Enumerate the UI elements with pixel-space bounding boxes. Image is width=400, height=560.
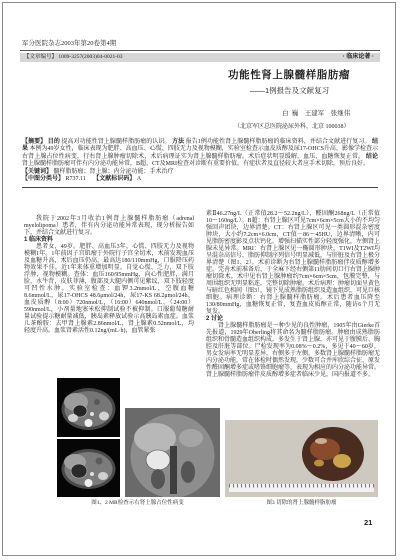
intro-paragraph: 我院于2002年3月收治1例肾上腺髓样脂肪瘤（adrenal myelolipoma）患者，伴有内分泌功能异常表现，现分析报告如下，并结合文献进行复习。 <box>24 216 194 236</box>
specimen-highlight <box>315 438 327 444</box>
keywords-text: 髓样脂肪瘤；肾上腺；内分泌功能；手术治疗 <box>53 168 174 175</box>
article-subtitle: ——1例报告及文献复习 <box>250 86 330 95</box>
ruler-ticks <box>229 484 374 492</box>
figure-caption-3: 图3 切除的肾上腺髓样脂肪瘤 <box>266 500 337 506</box>
specimen-fatty-area <box>333 454 351 468</box>
conclusion-text: 肾上腺髓样脂肪瘤可伴有内分泌功能异常，B超、CT及MRI检查对诊断有重要价值，有症状者及直径较大者应手术切除，预后良好。 <box>22 161 370 168</box>
objective-label: 目的 <box>47 139 60 145</box>
discussion-paragraph: 肾上腺髓样脂肪瘤是一种少见的良性肿瘤，1905年由Gierke首先报道，1929年Oberling将其命名为髓样脂肪瘤。肿瘤由成熟脂肪组织和骨髓造血组织构成，多发生于肾上腺，亦可见于腹膜后、胸腔及肝脏等部位。尸检发现率为0.08%～0.2%，多见于40～60岁，男女发病率无明显差异，右侧多于左侧。多数肾上腺髓样脂肪瘤无内分泌功能，常在体检时偶然发现，少数可合并库欣综合征、原发性醛固酮增多症或嗜铬细胞瘤等，表现为相应的内分泌功能异常。肾上腺髓样脂肪瘤伴皮质醇增多症者临床少见，国内报道不多。 <box>206 323 381 378</box>
header-rule <box>20 50 380 51</box>
objective-text: 提高对功能性肾上腺髓样脂肪瘤的认识。 <box>61 139 171 145</box>
document-code-label: 【文献标识码】 <box>93 176 136 183</box>
mr-coronal-image <box>125 408 220 497</box>
keywords-label: 【关键词】 <box>22 168 53 175</box>
article-number-bar <box>20 53 380 62</box>
article-title: 功能性肾上腺髓样脂肪瘤 <box>228 69 351 81</box>
spine <box>85 479 93 487</box>
body-column-left <box>24 216 194 335</box>
scan-image-2 <box>57 439 120 497</box>
results-text: 本例为49岁女性，临床表现为肥胖、高血压、心慌、四肢无力及视物模糊，实验室检查示血皮质醇及尿17-OHCS升高，影像学检查示右肾上腺占位性病变，行右肾上腺肿瘤切除术，术后病理证实为肾上腺髓样脂肪瘤，术后症状明显缓解，血压、血糖恢复正常。 <box>22 146 378 160</box>
page-number: 21 <box>364 518 373 527</box>
author-affiliation: （北京军区总医院泌尿外科，北京 100038） <box>234 124 350 130</box>
specimen-fatty-area <box>314 460 324 467</box>
body-column-right <box>206 211 380 379</box>
spine <box>85 419 93 427</box>
clc-label: 【中图分类号】 <box>22 176 65 183</box>
section-heading-discussion: 2 讨论 <box>206 316 224 322</box>
aorta <box>90 412 94 416</box>
abstract <box>22 139 378 169</box>
bowel <box>96 458 103 465</box>
classification-line <box>22 176 378 183</box>
case-paragraph-part-2: 素Ⅱ46.27ng/L（正常值28.2～52.2ng/L），醛固酮268ng/L（正常值10～160ng/L）。B超：右肾上腺区可见7cm×6cm×5cm大小的不均匀强回声团块，边界清楚。CT：右肾上腺区可见一类圆形混杂密度肿块，大小约7.2cm×6.0cm，CT值－86～45HU，边界清晰，内可见脂肪密度影及点状钙化，增强扫描实性部分轻度强化，左侧肾上腺未见异常。MRI：右肾上腺区见一椭圆形肿块，T1WI及T2WI均呈混杂高信号，脂肪抑制序列信号明显减低，与肝脏及右肾上极分界清楚（图1、2）。术前诊断为右肾上腺髓样脂肪瘤伴皮质醇增多症。完善术前准备后，于全麻下经右侧第11肋间切口行右肾上腺肿瘤切除术。术中见右肾上腺肿瘤约7cm×6cm×5cm，包膜完整，与周围组织无明显粘连，完整切除肿瘤。术后病理：肿瘤切面呈黄色与暗红色相间（图3），镜下见成熟脂肪组织及造血组织，可见巨核细胞。病理诊断：右肾上腺髓样脂肪瘤。术后患者血压降至130/80mmHg，血糖恢复正常，复查血皮质醇正常，随访6个月无复发。 <box>206 211 381 315</box>
aorta <box>90 472 94 476</box>
adrenal-mass <box>71 464 87 478</box>
specimen-photo <box>225 420 378 497</box>
methods-text: 报告1例功能性肾上腺髓样脂肪瘤的临床资料，并结合文献进行复习。 <box>185 139 371 145</box>
abstract-rule <box>22 187 378 188</box>
clc-code: R737.11 <box>65 176 86 183</box>
abstract-label: 【摘要】 <box>22 139 47 145</box>
spine <box>170 446 177 494</box>
methods-label: 方法 <box>172 139 185 145</box>
scan-image-1 <box>57 378 120 437</box>
kidney-right <box>68 414 78 422</box>
adrenal-mass <box>146 450 170 470</box>
kidney-left <box>99 412 109 421</box>
section-heading-case: 1 临床资料 <box>24 237 54 243</box>
keywords <box>22 169 378 176</box>
results-label: 结果 <box>22 139 379 153</box>
abstract-block <box>22 139 378 188</box>
column-label: · 临床论著 · <box>342 54 374 60</box>
kidney-left <box>181 461 195 483</box>
document-code: A <box>136 176 142 183</box>
author-list: 白 巍 王建军 张继伟 <box>282 110 351 117</box>
article-number-text <box>24 53 123 62</box>
article-number-label: 【文章编号】 <box>24 54 58 60</box>
running-header: 军分医院杂志2003年第20卷第4期 <box>22 40 117 47</box>
kidney-left <box>98 472 108 480</box>
case-paragraph-part-1: 患者女，49岁。肥胖、高血压3年，心慌、四肢无力及视物模糊1年。1年前因子宫肌瘤于外院行子宫全切术，术前发现血压及血糖升高，术后血压仍高，最高达180/110mmHg，口服降压药物效果不佳。近1年来体重增加明显，自觉心慌、乏力，双下肢浮肿，视物模糊。查体：血压160/95mmHg，向心性肥胖，满月脸，水牛背，皮肤菲薄，腹部及大腿内侧可见紫纹，双下肢轻度可凹性水肿。实验室检查：血钾3.2mmol/L，空腹血糖8.6mmol/L，尿17-OHCS 48.6μmol/24h，尿17-KS 68.2μmol/24h，血皮质醇（8:00）720nmol/L，（16:00）640nmol/L，（24:00）590nmol/L，小剂量地塞米松抑制试验不被抑制。口服葡萄糖耐量试验提示糖耐量减低，胰岛素释放试验示高胰岛素血症。血浆儿茶酚胺：去甲肾上腺素2.86nmol/L，肾上腺素0.52nmol/L，均轻度升高。血浆肾素活性0.12ng/(mL·h)，血管紧张 <box>24 244 194 334</box>
conclusion-label: 结论 <box>365 153 378 160</box>
spleen <box>179 429 203 447</box>
liver <box>134 423 176 453</box>
article-number: 1009-3257(2003)04-0021-03 <box>58 54 123 60</box>
figure-caption-1-2: 图1、2 MR检查示右肾上腺占位性病变 <box>91 500 184 506</box>
kidney-right <box>151 469 165 489</box>
bowel <box>94 399 100 405</box>
